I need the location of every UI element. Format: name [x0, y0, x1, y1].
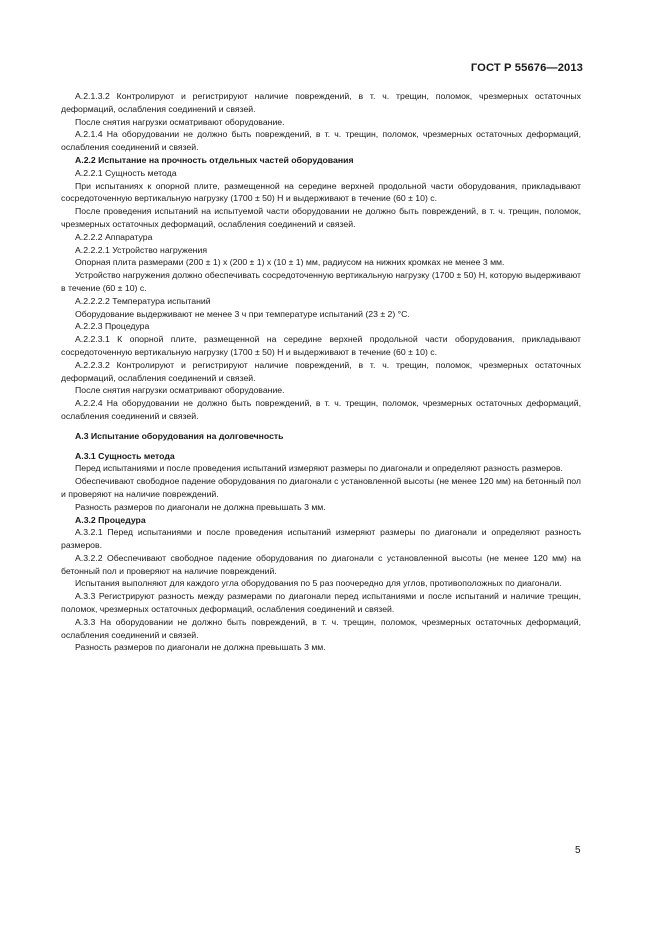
paragraph: После снятия нагрузки осматривают оборудование. [75, 116, 285, 127]
paragraph: А.2.2.3.2 Контролируют и регистрируют наличие повреждений, в т. ч. трещин, поломок, чрезмерных остаточных деформаций, ослабления соединений и связей. [61, 359, 581, 383]
section-heading: А.2.2 Испытание на прочность отдельных частей оборудования [75, 154, 354, 165]
paragraph: А.2.1.4 На оборудовании не должно быть повреждений, в т. ч. трещин, поломок, чрезмерных остаточных деформаций, ослабления соединений и связей. [61, 129, 581, 153]
paragraph: А.2.2.3.1 К опорной плите, размещенной на середине верхней продольной части оборудования, прикладывают сосредоточенную вертикальную нагрузку (1700 ± 50) Н и выдерживают в течение (60 ± 10) с. [61, 334, 581, 357]
paragraph: Разность размеров по диагонали не должна превышать 3 мм. [75, 501, 326, 512]
document-header: ГОСТ Р 55676—2013 [470, 62, 583, 74]
paragraph: После проведения испытаний на испытуемой части оборудовании не должно быть повреждений, в т. ч. трещин, поломок, чрезмерных остаточных деформаций, ослабления соединений и связей. [61, 206, 581, 229]
paragraph: Опорная плита размерами (200 ± 1) х (200 ± 1) х (10 ± 1) мм, радиусом на нижних кромках не менее 3 мм. [75, 257, 505, 268]
paragraph: А.2.2.1 Сущность метода [75, 167, 177, 178]
paragraph: А.3.3 На оборудовании не должно быть повреждений, в т. ч. трещин, поломок, чрезмерных остаточных деформаций, ослабления соединений и связей. [61, 616, 581, 640]
paragraph: Разность размеров по диагонали не должна превышать 3 мм. [75, 642, 326, 653]
paragraph: Испытания выполняют для каждого угла оборудования по 5 раз поочередно для углов, противоположных по диагонали. [75, 578, 562, 589]
paragraph: А.2.2.2 Аппаратура [75, 231, 153, 242]
paragraph: Устройство нагружения должно обеспечивать сосредоточенную вертикальную нагрузку (1700 ± 50) Н, которую выдерживают в течение (60 ± 10) с. [61, 270, 581, 293]
page-number: 5 [575, 845, 581, 856]
paragraph: А.3.2.1 Перед испытаниями и после проведения испытаний измеряют размеры по диагонали и определяют разность размеров. [61, 527, 581, 551]
paragraph: Оборудование выдерживают не менее 3 ч при температуре испытаний (23 ± 2) °С. [75, 308, 410, 319]
paragraph: А.2.1.3.2 Контролируют и регистрируют наличие повреждений, в т. ч. трещин, поломок, чрезмерных остаточных деформаций, ослабления соединений и связей. [61, 91, 581, 114]
section-heading: А.3.2 Процедура [75, 514, 146, 525]
paragraph: А.2.2.2.2 Температура испытаний [75, 295, 211, 306]
paragraph: А.3.3 Регистрируют разность между размерами по диагонали перед испытаниями и после испытаний и наличие трещин, поломок, чрезмерных остаточных деформаций, ослабления соединений и связей. [61, 591, 581, 615]
paragraph: После снятия нагрузки осматривают оборудование. [75, 385, 285, 396]
paragraph: А.2.2.3 Процедура [75, 321, 150, 332]
paragraph: При испытаниях к опорной плите, размещенной на середине верхней продольной части оборудования, прикладывают сосредоточенную вертикальную нагрузку (1700 ± 50) Н и выдерживают в течение (60 ± 10) с. [61, 180, 581, 204]
paragraph: Перед испытаниями и после проведения испытаний измеряют размеры по диагонали и определяют разность размеров. [75, 463, 563, 474]
section-heading: А.3.1 Сущность метода [75, 450, 175, 461]
paragraph: А.3.2.2 Обеспечивают свободное падение оборудования по диагонали с установленной высоты (не менее 120 мм) на бетонный пол и проверяют на наличие повреждений. [61, 552, 581, 576]
paragraph: А.2.2.2.1 Устройство нагружения [75, 244, 208, 255]
paragraph: А.2.2.4 На оборудовании не должно быть повреждений, в т. ч. трещин, поломок, чрезмерных остаточных деформаций, ослабления соединений и связей. [61, 398, 581, 421]
document-body [61, 90, 581, 654]
paragraph: Обеспечивают свободное падение оборудования по диагонали с установленной высоты (не менее 120 мм) на бетонный пол и проверяют на наличие повреждений. [61, 476, 581, 499]
section-heading: А.3 Испытание оборудования на долговечность [75, 430, 284, 441]
